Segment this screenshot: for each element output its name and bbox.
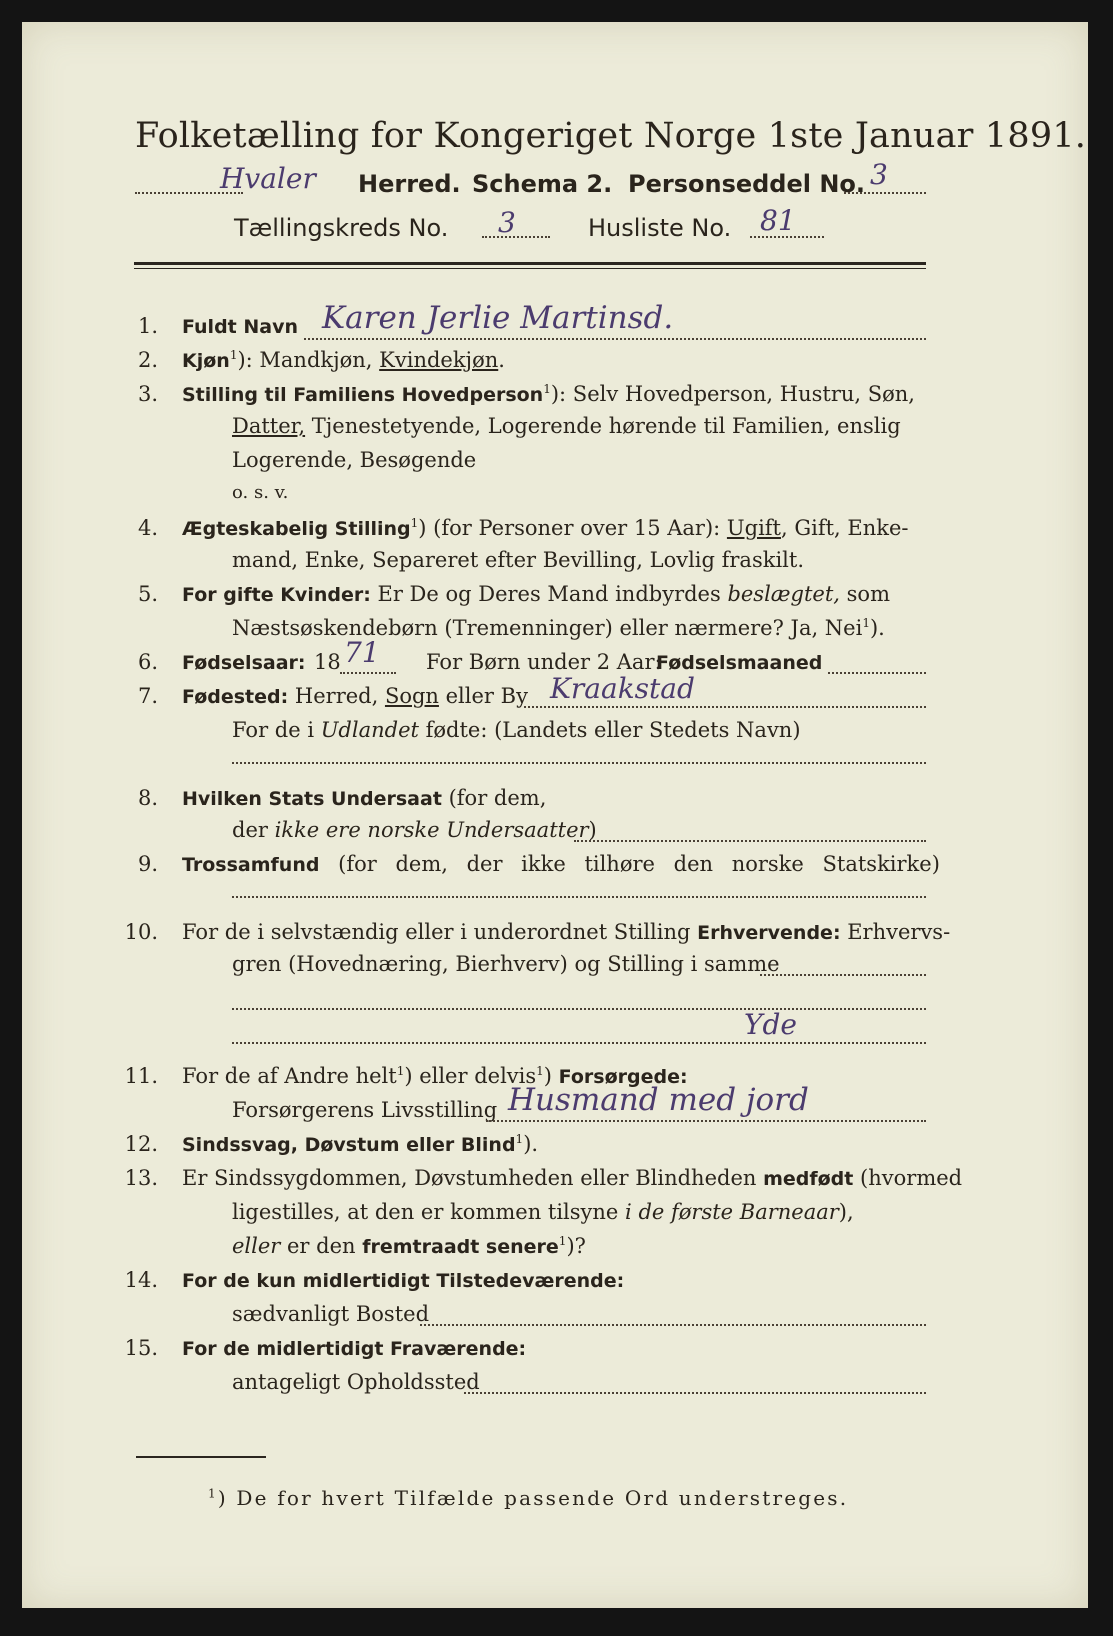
herred-label: Herred. [358,170,461,198]
q3-line4: o. s. v. [232,482,289,503]
q12-text: ). [523,1132,539,1156]
q13-sup: 1 [558,1234,567,1248]
q13-text-b: (hvormed [853,1166,963,1190]
q9-number: 9. [137,852,158,876]
q5-sup: 1 [862,616,870,630]
q5-italic: beslægtet, [727,582,840,606]
q5-line2: Næstsøskendebørn (Tremenninger) eller nærmere? Ja, Nei$^1$). [232,616,885,640]
q3-label: Stilling til Familiens Hovedperson [182,384,544,406]
q13-line3-b: fremtraadt senere [362,1236,559,1258]
q11-line1: For de af Andre helt$^1$) eller delvis$^1$) Forsørgede: [182,1064,688,1088]
q2-sup: 1 [229,348,238,362]
q3-text: ): Selv Hovedperson, Hustru, Søn, [550,382,915,406]
q5-line2-text: Næstsøskendebørn (Tremenninger) eller nærmere? Ja, Nei [232,616,863,640]
q3-line2-text: Tjenestetyende, Logerende hørende til Familien, enslig [305,414,901,438]
q7-sogn: Sogn [384,684,439,708]
q13-line2-i: i de første Barneaar [625,1200,839,1224]
q4-sup: 1 [410,516,419,530]
q5-number: 5. [137,582,158,606]
q7-line2-b: fødte: (Landets eller Stedets Navn) [418,718,801,742]
q5-line1 [182,582,890,606]
q8-number: 8. [137,786,158,810]
q4-text-a: ) (for Personer over 15 Aar): [418,516,727,540]
q10-text-a: For de i selvstændig eller i underordnet Stilling [182,920,698,944]
q14-line2: sædvanligt Bosted [232,1302,430,1326]
q10-line1 [182,920,950,944]
q2-line [182,348,505,372]
q8-dotline [574,840,926,842]
q8-line2-b: ) [588,818,597,842]
q3-line3: Logerende, Besøgende [232,448,477,472]
q4-label: Ægteskabelig Stilling [182,518,411,540]
q8-label: Hvilken Stats Undersaat [182,788,442,810]
q6-dotline2 [828,672,926,674]
q13-line3-i: eller [232,1234,281,1258]
q11-dotline [486,1120,926,1122]
q10-line2: gren (Hovednæring, Bierhverv) og Stilling i samme [232,952,780,976]
q2-kvindekjon: Kvindekjøn [379,348,499,372]
q13-line3 [232,1234,586,1258]
q8-line2 [232,818,597,842]
q11-number: 11. [124,1064,158,1088]
q11-value: Husmand med jord [508,1082,809,1118]
q3-datter: Datter, [232,414,306,438]
footnote: $^1$) De for hvert Tilfælde passende Ord understreges. [208,1486,849,1510]
q14-dotline [420,1324,926,1326]
footnote-rule [136,1456,266,1458]
q2-text-a: ): Mandkjøn, [237,348,380,372]
q13-number: 13. [124,1166,158,1190]
q7-line2-a: For de i [232,718,321,742]
q8-line1 [182,786,546,810]
q4-line2: mand, Enke, Separeret efter Bevilling, Lovlig fraskilt. [232,548,805,572]
q8-text: (for dem, [441,786,547,810]
q14-label: For de kun midlertidigt Tilstedeværende: [182,1270,625,1292]
census-form [22,22,1088,1608]
q13-text-a: Er Sindssygdommen, Døvstumheden eller Blindheden [182,1166,764,1190]
q13-line2 [232,1200,854,1224]
q1-label: Fuldt Navn [182,316,299,338]
q11-line2: Forsørgerens Livsstilling [232,1098,498,1122]
q5-text-b: som [839,582,890,606]
q7-line2-i: Udlandet [320,718,419,742]
q1-dotline [304,338,926,340]
q6-label: Fødselsaar: [182,652,306,674]
kreds-label: Tællingskreds No. [234,214,449,242]
header-rule-bottom [134,268,926,269]
form-title: Folketælling for Kongeriget Norge 1ste Januar 1891. [135,116,1087,156]
q15-line2: antageligt Opholdssted [232,1370,480,1394]
q15-number: 15. [124,1336,158,1360]
q13-line2-b: ), [838,1200,854,1224]
q7-dotline2 [232,762,926,764]
q6-label2: Fødselsmaaned [656,652,823,674]
q12-sup: 1 [515,1132,524,1146]
q5-label: For gifte Kvinder: [182,584,371,606]
q11-sup1: 1 [396,1064,405,1078]
q9-label: Trossamfund [182,854,320,876]
q12-number: 12. [124,1132,158,1156]
q7-line2 [232,718,801,742]
q7-line1 [182,684,528,708]
q13-line1 [182,1166,962,1190]
personseddel-value: 3 [870,158,888,191]
q10-number: 10. [124,920,158,944]
q11-sup2: 1 [536,1064,544,1078]
q7-text-b: eller By [438,684,528,708]
q4-text-b: , Gift, Enke- [781,516,909,540]
q7-dotline [524,706,926,708]
q2-label: Kjøn [182,350,230,372]
herred-value: Hvaler [220,162,316,195]
kreds-value: 3 [498,206,516,239]
q13-label: medfødt [763,1168,854,1190]
q10-dotline2 [232,1008,926,1010]
kreds-dotline [482,236,550,238]
q10-value: Yde [744,1008,797,1041]
q1-value: Karen Jerlie Martinsd. [322,300,674,336]
q10-label: Erhvervende: [697,922,841,944]
q15-dotline [464,1392,926,1394]
footnote-text: De for hvert Tilfælde passende Ord understreges. [236,1486,849,1510]
q7-value: Kraakstad [550,672,695,705]
q4-ugift: Ugift [726,516,781,540]
q12-line1 [182,1132,538,1156]
q15-label: For de midlertidigt Fraværende: [182,1338,527,1360]
q7-text: Herred, [288,684,385,708]
q6-value: 71 [344,636,380,669]
q10-text-b: Erhvervs- [840,920,951,944]
q2-number: 2. [137,348,158,372]
q2-text-c: . [498,348,505,372]
q1-number: 1. [137,314,158,338]
personseddel-label: Personseddel No. [628,170,866,198]
footnote-sup: 1 [208,1486,218,1501]
schema-label: Schema 2. [472,170,613,198]
q9-dotline [232,896,926,898]
q5-text-a: Er De og Deres Mand indbyrdes [370,582,728,606]
header-rule-top [134,262,926,265]
q11-text-a: For de af Andre helt [182,1064,397,1088]
q6-text: For Børn under 2 Aar: [426,650,662,674]
q10-dotline [760,974,926,976]
q11-text-b: ) eller delvis [404,1064,537,1088]
husliste-label: Husliste No. [588,214,732,242]
q10-dotline3 [232,1042,926,1044]
q7-number: 7. [137,684,158,708]
q4-number: 4. [137,516,158,540]
q9-line1 [182,852,940,876]
q13-line2-a: ligestilles, at den er kommen tilsyne [232,1200,626,1224]
q14-number: 14. [124,1268,158,1292]
q12-label: Sindssvag, Døvstum eller Blind [182,1134,516,1156]
husliste-value: 81 [760,204,796,237]
q3-line1 [182,382,915,406]
q11-label: Forsørgede: [558,1066,688,1088]
q6-number: 6. [137,650,158,674]
q8-line2-a: der [232,818,275,842]
q3-line2 [232,414,901,438]
q13-line3-a: er den [280,1234,363,1258]
q13-line3-c: )? [566,1234,586,1258]
q3-sup: 1 [543,382,551,396]
q6-prefix: 18 [314,650,341,674]
q9-text: (for dem, der ikke tilhøre den norske Statskirke) [319,852,940,876]
q7-label: Fødested: [182,686,289,708]
q4-line1 [182,516,909,540]
q3-number: 3. [137,382,158,406]
q6-dotline [340,672,396,674]
personseddel-dotline [844,192,926,194]
q8-line2-i: ikke ere norske Undersaatter [274,818,589,842]
